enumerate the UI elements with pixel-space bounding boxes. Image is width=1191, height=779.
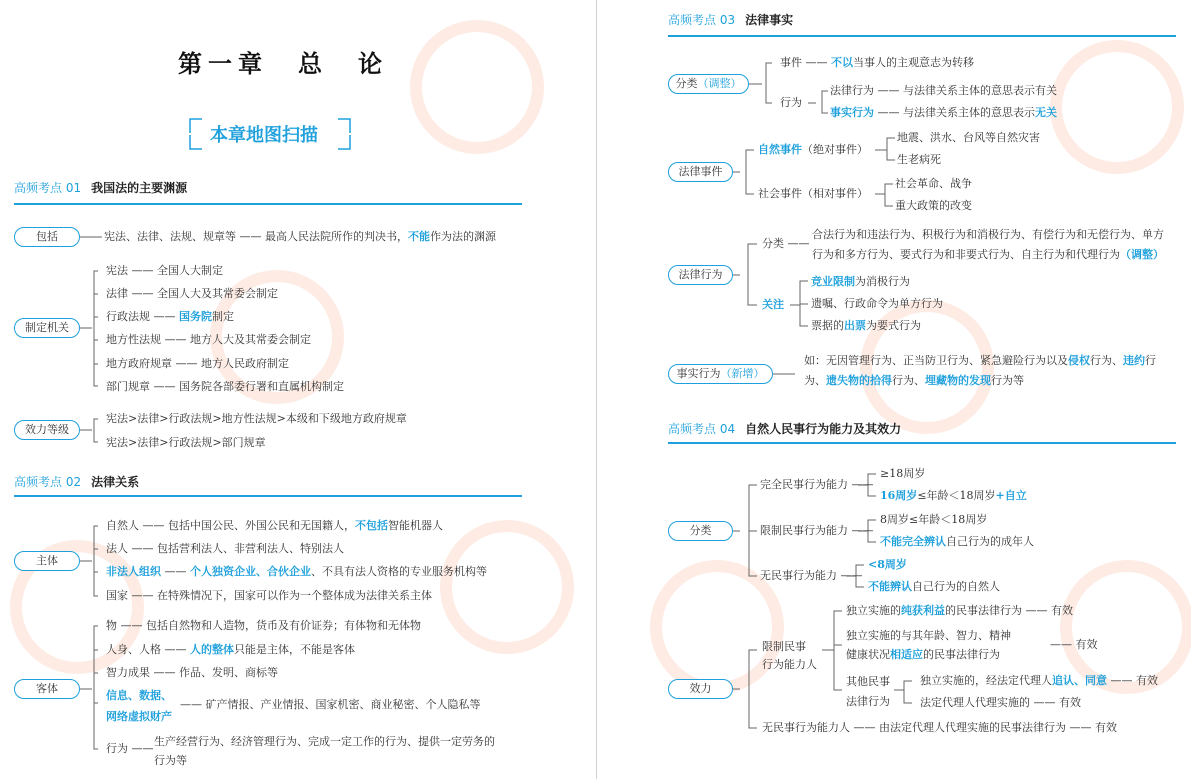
node-falv-xingwei: 法律行为	[668, 265, 733, 285]
qita-item: 法定代理人代理实施的 —— 有效	[920, 696, 1081, 709]
zhuti-item: 自然人 —— 包括中国公民、外国公民和无国籍人，不包括智能机器人	[106, 519, 443, 532]
ziran-shijian-item: 生老病死	[897, 153, 941, 166]
shehui-shijian-item: 社会革命、战争	[895, 177, 972, 190]
fenlei-shijian: 事件 —— 不以当事人的主观意志为转移	[780, 56, 974, 69]
zhiding-item: 地方政府规章 —— 地方人民政府制定	[106, 357, 289, 370]
zhuti-item: 非法人组织 —— 个人独资企业、合伙企业、不具有法人资格的专业服务机构等	[106, 565, 487, 578]
xianzhi-label: 行为能力人	[762, 658, 817, 671]
xiaoli-line: 宪法>法律>行政法规>地方性法规>本级和下级地方政府规章	[106, 412, 407, 425]
zhiding-item: 法律 —— 全国人大及其常委会制定	[106, 287, 278, 300]
node-fenlei-tiaozheng: 分类（调整）	[668, 74, 749, 94]
xiaoli-line: 宪法>法律>行政法规>部门规章	[106, 436, 266, 449]
shishi-line: 如：无因管理行为、正当防卫行为、紧急避险行为以及侵权行为、违约行	[804, 354, 1156, 367]
section-title: 法律关系	[91, 475, 140, 489]
section-heading-04	[668, 420, 901, 437]
section-rule	[14, 495, 522, 497]
keti-item: 网络虚拟财产	[106, 710, 172, 723]
keti-item: 物 —— 包括自然物和人造物，货币及有价证券；有体物和无体物	[106, 619, 421, 632]
section-heading-03	[668, 11, 793, 28]
section-label: 高频考点 02	[14, 475, 82, 489]
xiaoli-item: 独立实施的与其年龄、智力、精神	[846, 629, 1011, 642]
guanzhu-item: 票据的出票为要式行为	[811, 319, 921, 332]
wu-xiaoli: 无民事行为能力人 —— 由法定代理人代理实施的民事法律行为 —— 有效	[762, 721, 1117, 734]
keti-item: —— 矿产情报、产业情报、国家机密、商业秘密、个人隐私等	[180, 698, 481, 711]
wanquan-item: 16周岁≤年龄＜18周岁+自立	[880, 489, 1027, 502]
wanquan-nengli: 完全民事行为能力 ——	[760, 478, 874, 491]
qita-label: 其他民事	[846, 675, 890, 688]
node-xiaoli: 效力	[668, 679, 733, 699]
keti-item: 生产经营行为、经济管理行为、完成一定工作的行为、提供一定劳务的	[154, 735, 495, 748]
section-title: 我国法的主要渊源	[91, 181, 188, 195]
node-baokuo: 包括	[14, 227, 80, 247]
node-shishi-xingwei: 事实行为（新增）	[668, 364, 773, 384]
section-rule	[668, 442, 1176, 444]
guanzhu-item: 竞业限制为消极行为	[811, 275, 910, 288]
section-title: 法律事实	[745, 13, 794, 27]
xianzhi-label: 限制民事	[762, 640, 806, 653]
section-rule	[14, 203, 522, 205]
xiaoli-item: 独立实施的纯获利益的民事法律行为 —— 有效	[846, 604, 1073, 617]
node-keti: 客体	[14, 679, 80, 699]
keti-item: 行为 ——	[106, 742, 154, 755]
ziran-shijian-item: 地震、洪水、台风等自然灾害	[897, 131, 1040, 144]
wu-item: 不能辨认自己行为的自然人	[868, 580, 1000, 593]
baokuo-text: 宪法、法律、法规、规章等 —— 最高人民法院所作的判决书，不能作为法的渊源	[104, 230, 496, 243]
fenlei-xingwei: 行为	[780, 96, 802, 109]
wanquan-item: ≥18周岁	[880, 467, 926, 480]
zhuti-item: 国家 —— 在特殊情况下，国家可以作为一个整体成为法律关系主体	[106, 589, 432, 602]
section-label: 高频考点 01	[14, 181, 82, 195]
node-xiaoli-dengji: 效力等级	[14, 420, 80, 440]
node-falv-shijian: 法律事件	[668, 162, 733, 182]
chapter-title: 第一章 总 论	[178, 49, 388, 78]
ziran-shijian: 自然事件（绝对事件）	[758, 143, 868, 156]
zhiding-item: 行政法规 —— 国务院制定	[106, 310, 234, 323]
section-label: 高频考点 04	[668, 422, 736, 436]
xianzhi-item: 不能完全辨认自己行为的成年人	[880, 535, 1034, 548]
map-title: 本章地图扫描	[210, 125, 318, 146]
shehui-shijian: 社会事件（相对事件）	[758, 187, 868, 200]
section-heading-01	[14, 179, 187, 196]
keti-item: 行为等	[154, 754, 187, 767]
shehui-shijian-item: 重大政策的改变	[895, 199, 972, 212]
xingwei-fenlei-line: 合法行为和违法行为、积极行为和消极行为、有偿行为和无偿行为、单方	[812, 228, 1164, 241]
zhuti-item: 法人 —— 包括营利法人、非营利法人、特别法人	[106, 542, 344, 555]
xingwei-guanzhu-label: 关注	[762, 298, 784, 311]
keti-item: 智力成果 —— 作品、发明、商标等	[106, 666, 278, 679]
fenlei-falv-xingwei: 法律行为 —— 与法律关系主体的意思表示有关	[830, 84, 1057, 97]
xingwei-fenlei-line: 行为和多方行为、要式行为和非要式行为、自主行为和代理行为（调整）	[812, 248, 1164, 261]
guanzhu-item: 遗嘱、行政命令为单方行为	[811, 297, 943, 310]
section-title: 自然人民事行为能力及其效力	[745, 422, 902, 436]
wu-item: <8周岁	[868, 558, 907, 571]
zhiding-item: 部门规章 —— 国务院各部委行署和直属机构制定	[106, 380, 344, 393]
keti-item: 信息、数据、	[106, 689, 172, 702]
qita-item: 独立实施的，经法定代理人追认、同意 —— 有效	[920, 674, 1158, 687]
shishi-line: 为、遗失物的拾得行为、埋藏物的发现行为等	[804, 374, 1024, 387]
node-zhiding-jiguan: 制定机关	[14, 318, 80, 338]
section-heading-02	[14, 473, 139, 490]
wu-nengli: 无民事行为能力 ——	[760, 569, 863, 582]
xiaoli-item: 健康状况相适应的民事法律行为	[846, 648, 1000, 661]
xingwei-fenlei-label: 分类 ——	[762, 237, 810, 250]
section-label: 高频考点 03	[668, 13, 736, 27]
section-rule	[668, 35, 1176, 37]
qita-label: 法律行为	[846, 695, 890, 708]
keti-item: 人身、人格 —— 人的整体只能是主体，不能是客体	[106, 643, 355, 656]
zhiding-item: 地方性法规 —— 地方人大及其常委会制定	[106, 333, 311, 346]
fenlei-shishi-xingwei: 事实行为 —— 与法律关系主体的意思表示无关	[830, 106, 1057, 119]
node-zhuti: 主体	[14, 551, 80, 571]
xiaoli-item: —— 有效	[1050, 638, 1098, 651]
xianzhi-item: 8周岁≤年龄＜18周岁	[880, 513, 988, 526]
xianzhi-nengli: 限制民事行为能力 ——	[760, 524, 874, 537]
node-s4-fenlei: 分类	[668, 521, 733, 541]
zhiding-item: 宪法 —— 全国人大制定	[106, 264, 223, 277]
